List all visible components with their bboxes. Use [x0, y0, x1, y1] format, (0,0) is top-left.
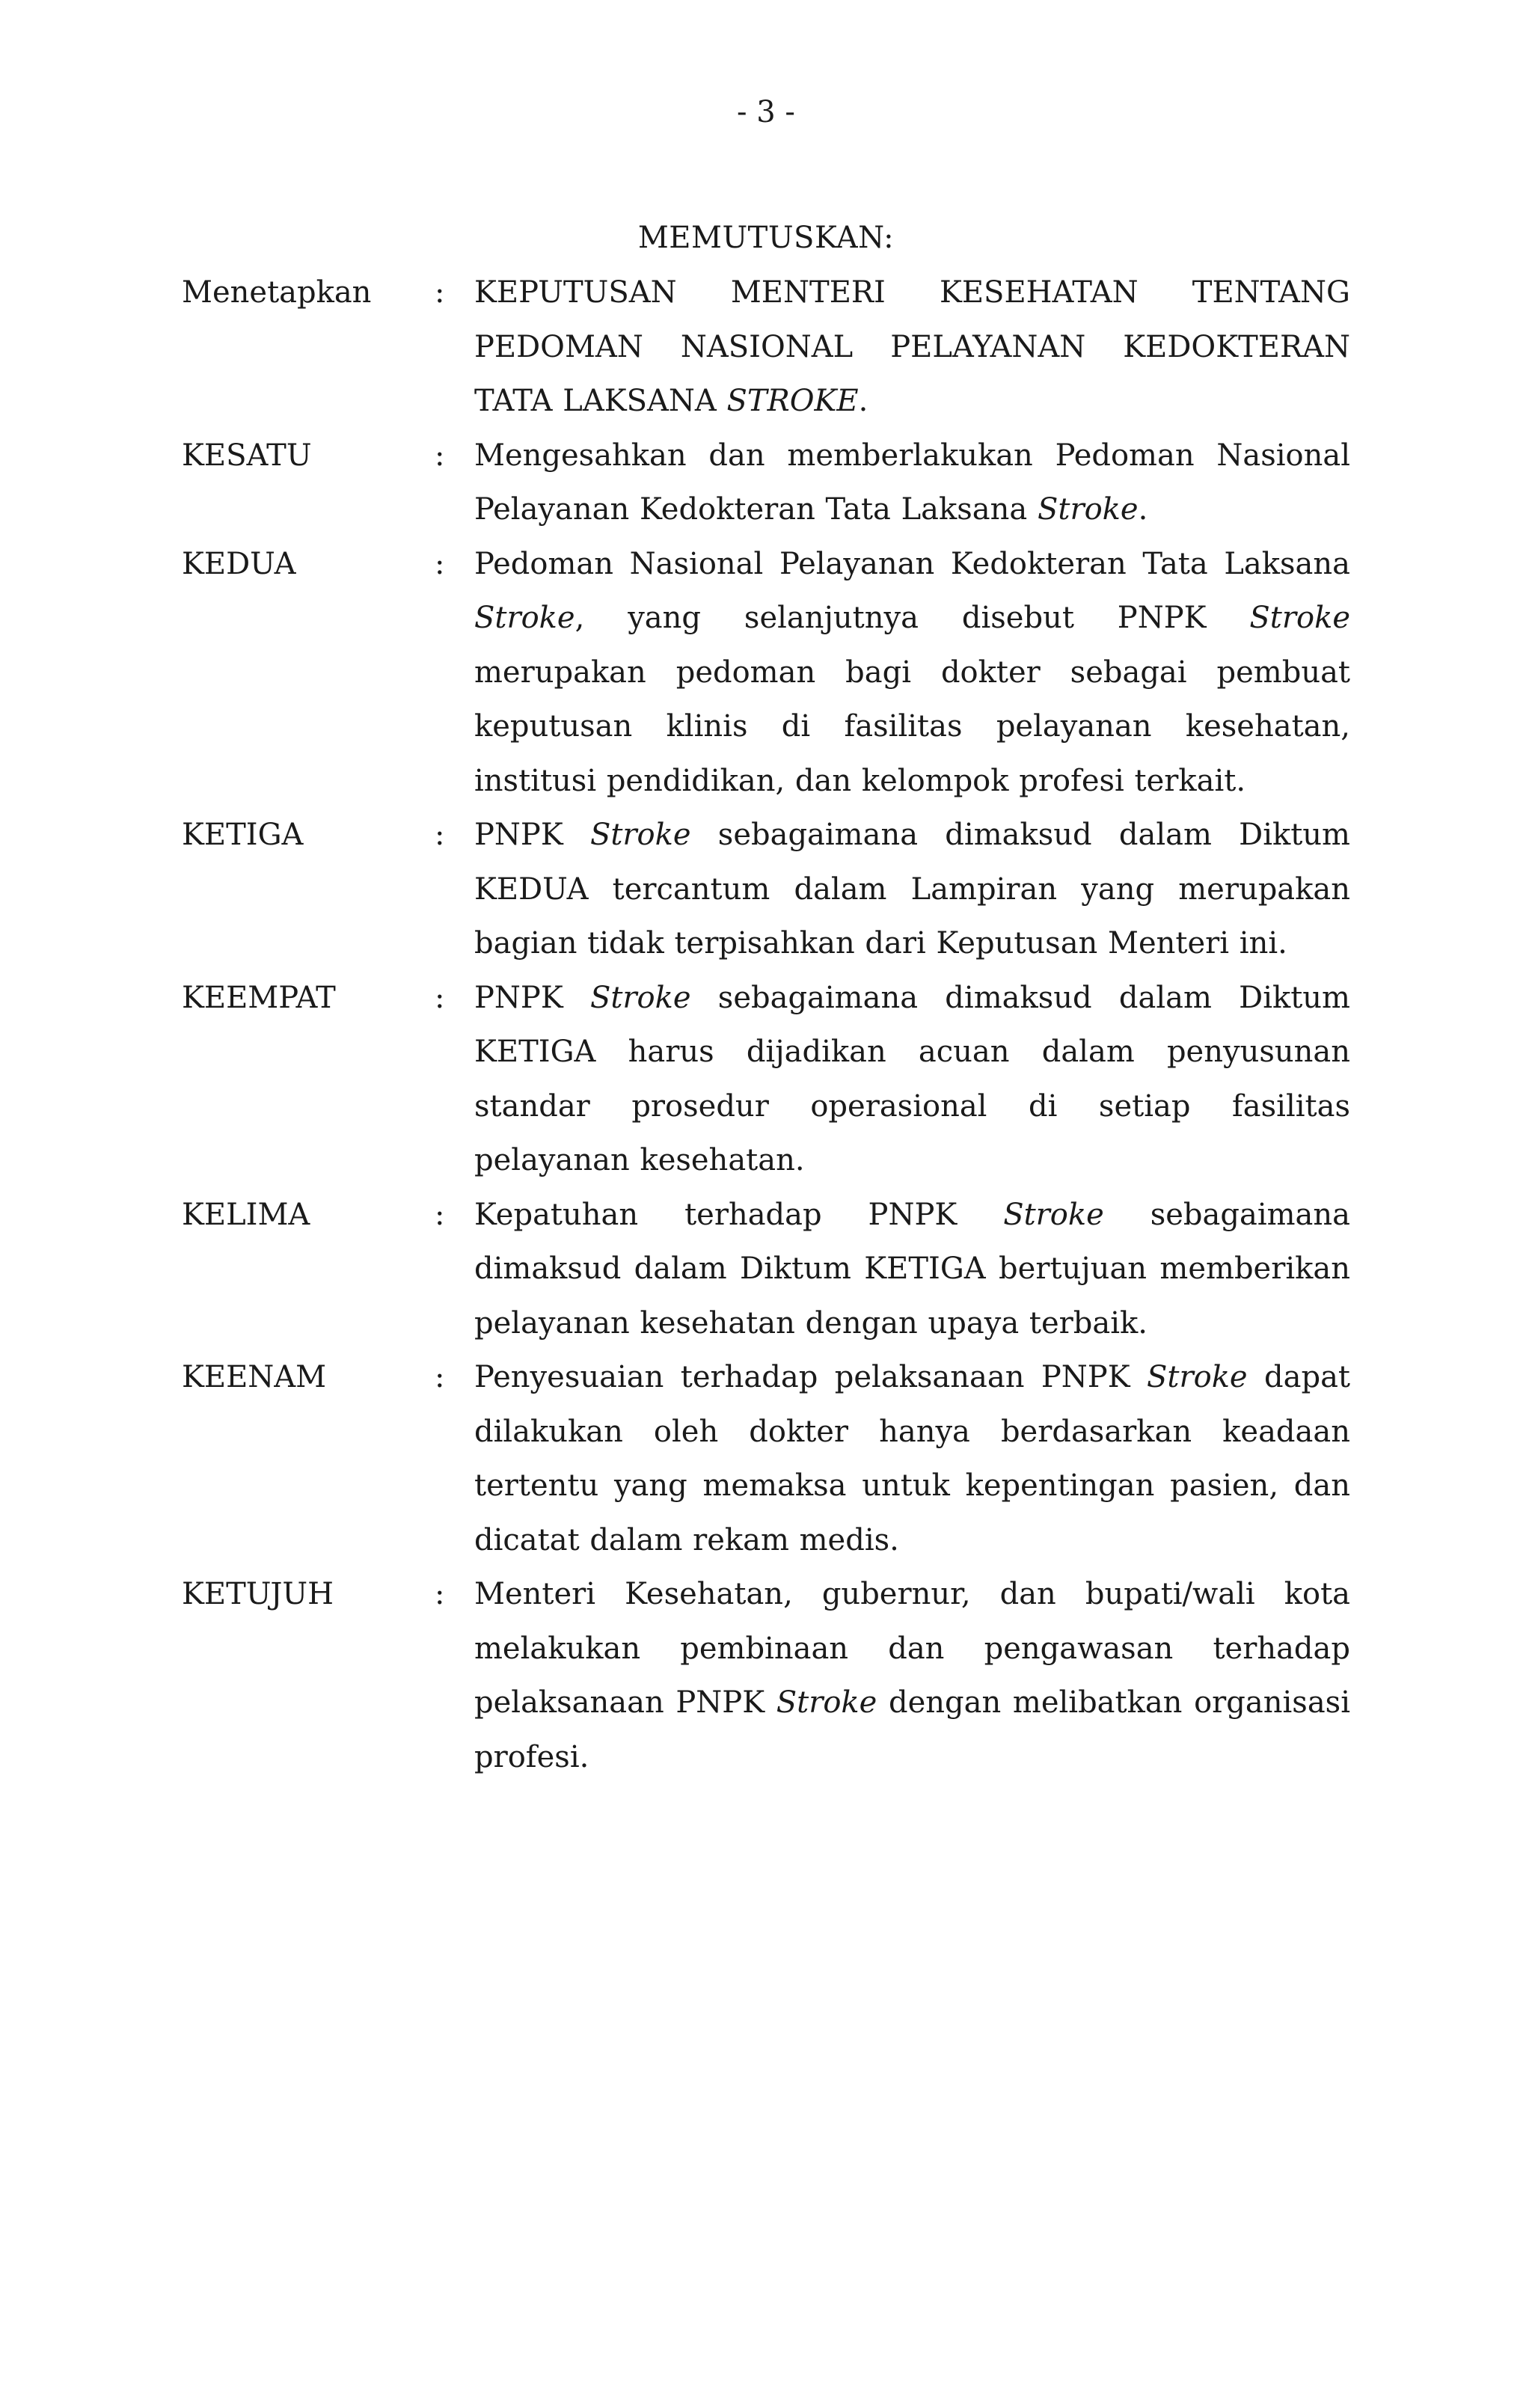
- diktum-text-italic: Stroke: [1037, 492, 1139, 527]
- diktum-keenam: [182, 1350, 1350, 1567]
- diktum-text: KEPUTUSAN MENTERI KESEHATAN TENTANG PEDOMAN NASIONAL PELAYANAN KEDOKTERAN TATA LAKSANA: [474, 275, 1350, 418]
- diktum-text: dengan melibatkan organisasi profesi.: [474, 1685, 1350, 1774]
- diktum-text-italic: Stroke: [589, 818, 691, 852]
- diktum-text-italic: STROKE: [726, 384, 859, 418]
- diktum-text-italic: Stroke: [1249, 601, 1350, 635]
- diktum-text: Menteri Kesehatan, gubernur, dan bupati/wali kota melakukan pembinaan dan pengawasan terhadap pelaksanaan PNPK: [474, 1577, 1350, 1720]
- diktum-colon: :: [435, 980, 445, 1015]
- diktum-kedua: [182, 537, 1350, 809]
- diktum-label: Menetapkan: [182, 275, 372, 310]
- diktum-text: sebagaimana dimaksud dalam Diktum KEDUA tercantum dalam Lampiran yang merupakan bagian tidak terpisahkan dari Keputusan Menteri ini.: [474, 818, 1350, 961]
- diktum-text: PNPK: [474, 818, 590, 852]
- diktum-body: [474, 1188, 1350, 1351]
- page-number: - 3 -: [737, 95, 795, 129]
- diktum-text: sebagaimana dimaksud dalam Diktum KETIGA harus dijadikan acuan dalam penyusunan standar prosedur operasional di setiap fasilitas pelayanan kesehatan.: [474, 980, 1350, 1177]
- diktum-colon: :: [435, 1360, 445, 1394]
- diktum-text: sebagaimana dimaksud dalam Diktum KETIGA bertujuan memberikan pelayanan kesehatan dengan upaya terbaik.: [474, 1197, 1350, 1341]
- diktum-colon: :: [435, 1197, 445, 1232]
- diktum-ketiga: [182, 808, 1350, 971]
- diktum-text: merupakan pedoman bagi dokter sebagai pembuat keputusan klinis di fasilitas pelayanan kesehatan, institusi pendidikan, dan kelompok profesi terkait.: [474, 655, 1350, 798]
- diktum-body: [474, 266, 1350, 429]
- diktum-colon: :: [435, 275, 445, 310]
- diktum-text: Penyesuaian terhadap pelaksanaan PNPK: [474, 1360, 1148, 1394]
- diktum-text-italic: Stroke: [589, 980, 691, 1015]
- diktum-label: KETIGA: [182, 818, 304, 852]
- diktum-text-italic: Stroke: [776, 1685, 877, 1720]
- diktum-kesatu: [182, 429, 1350, 537]
- diktum-text: .: [858, 384, 868, 418]
- diktum-colon: :: [435, 1577, 445, 1611]
- diktum-kelima: [182, 1188, 1350, 1351]
- diktum-label: KETUJUH: [182, 1577, 334, 1611]
- diktum-menetapkan: [182, 266, 1350, 429]
- diktum-text-italic: Stroke: [474, 601, 575, 635]
- diktum-list: [182, 266, 1350, 1784]
- diktum-label: KEEMPAT: [182, 980, 336, 1015]
- diktum-text: dapat dilakukan oleh dokter hanya berdasarkan keadaan tertentu yang memaksa untuk kepentingan pasien, dan dicatat dalam rekam medis.: [474, 1360, 1351, 1557]
- diktum-body: [474, 808, 1350, 971]
- decision-heading: MEMUTUSKAN:: [637, 221, 895, 255]
- diktum-label: KELIMA: [182, 1197, 310, 1232]
- diktum-text: Mengesahkan dan memberlakukan Pedoman Nasional Pelayanan Kedokteran Tata Laksana: [474, 438, 1350, 527]
- diktum-text: Pedoman Nasional Pelayanan Kedokteran Tata Laksana: [474, 546, 1350, 581]
- diktum-label: KEDUA: [182, 546, 296, 581]
- diktum-text: .: [1138, 492, 1148, 527]
- diktum-body: [474, 537, 1350, 809]
- diktum-colon: :: [435, 438, 445, 473]
- diktum-text: , yang selanjutnya disebut PNPK: [574, 601, 1250, 635]
- diktum-ketujuh: [182, 1567, 1350, 1784]
- diktum-label: KEENAM: [182, 1360, 327, 1394]
- diktum-body: [474, 1567, 1350, 1784]
- diktum-text-italic: Stroke: [1003, 1197, 1104, 1232]
- diktum-body: [474, 971, 1350, 1188]
- diktum-text: PNPK: [474, 980, 590, 1015]
- diktum-text: Kepatuhan terhadap PNPK: [474, 1197, 1004, 1232]
- diktum-text-italic: Stroke: [1147, 1360, 1248, 1394]
- diktum-colon: :: [435, 546, 445, 581]
- diktum-body: [474, 1350, 1350, 1567]
- diktum-keempat: [182, 971, 1350, 1188]
- diktum-label: KESATU: [182, 438, 312, 473]
- diktum-body: [474, 429, 1350, 537]
- diktum-colon: :: [435, 818, 445, 852]
